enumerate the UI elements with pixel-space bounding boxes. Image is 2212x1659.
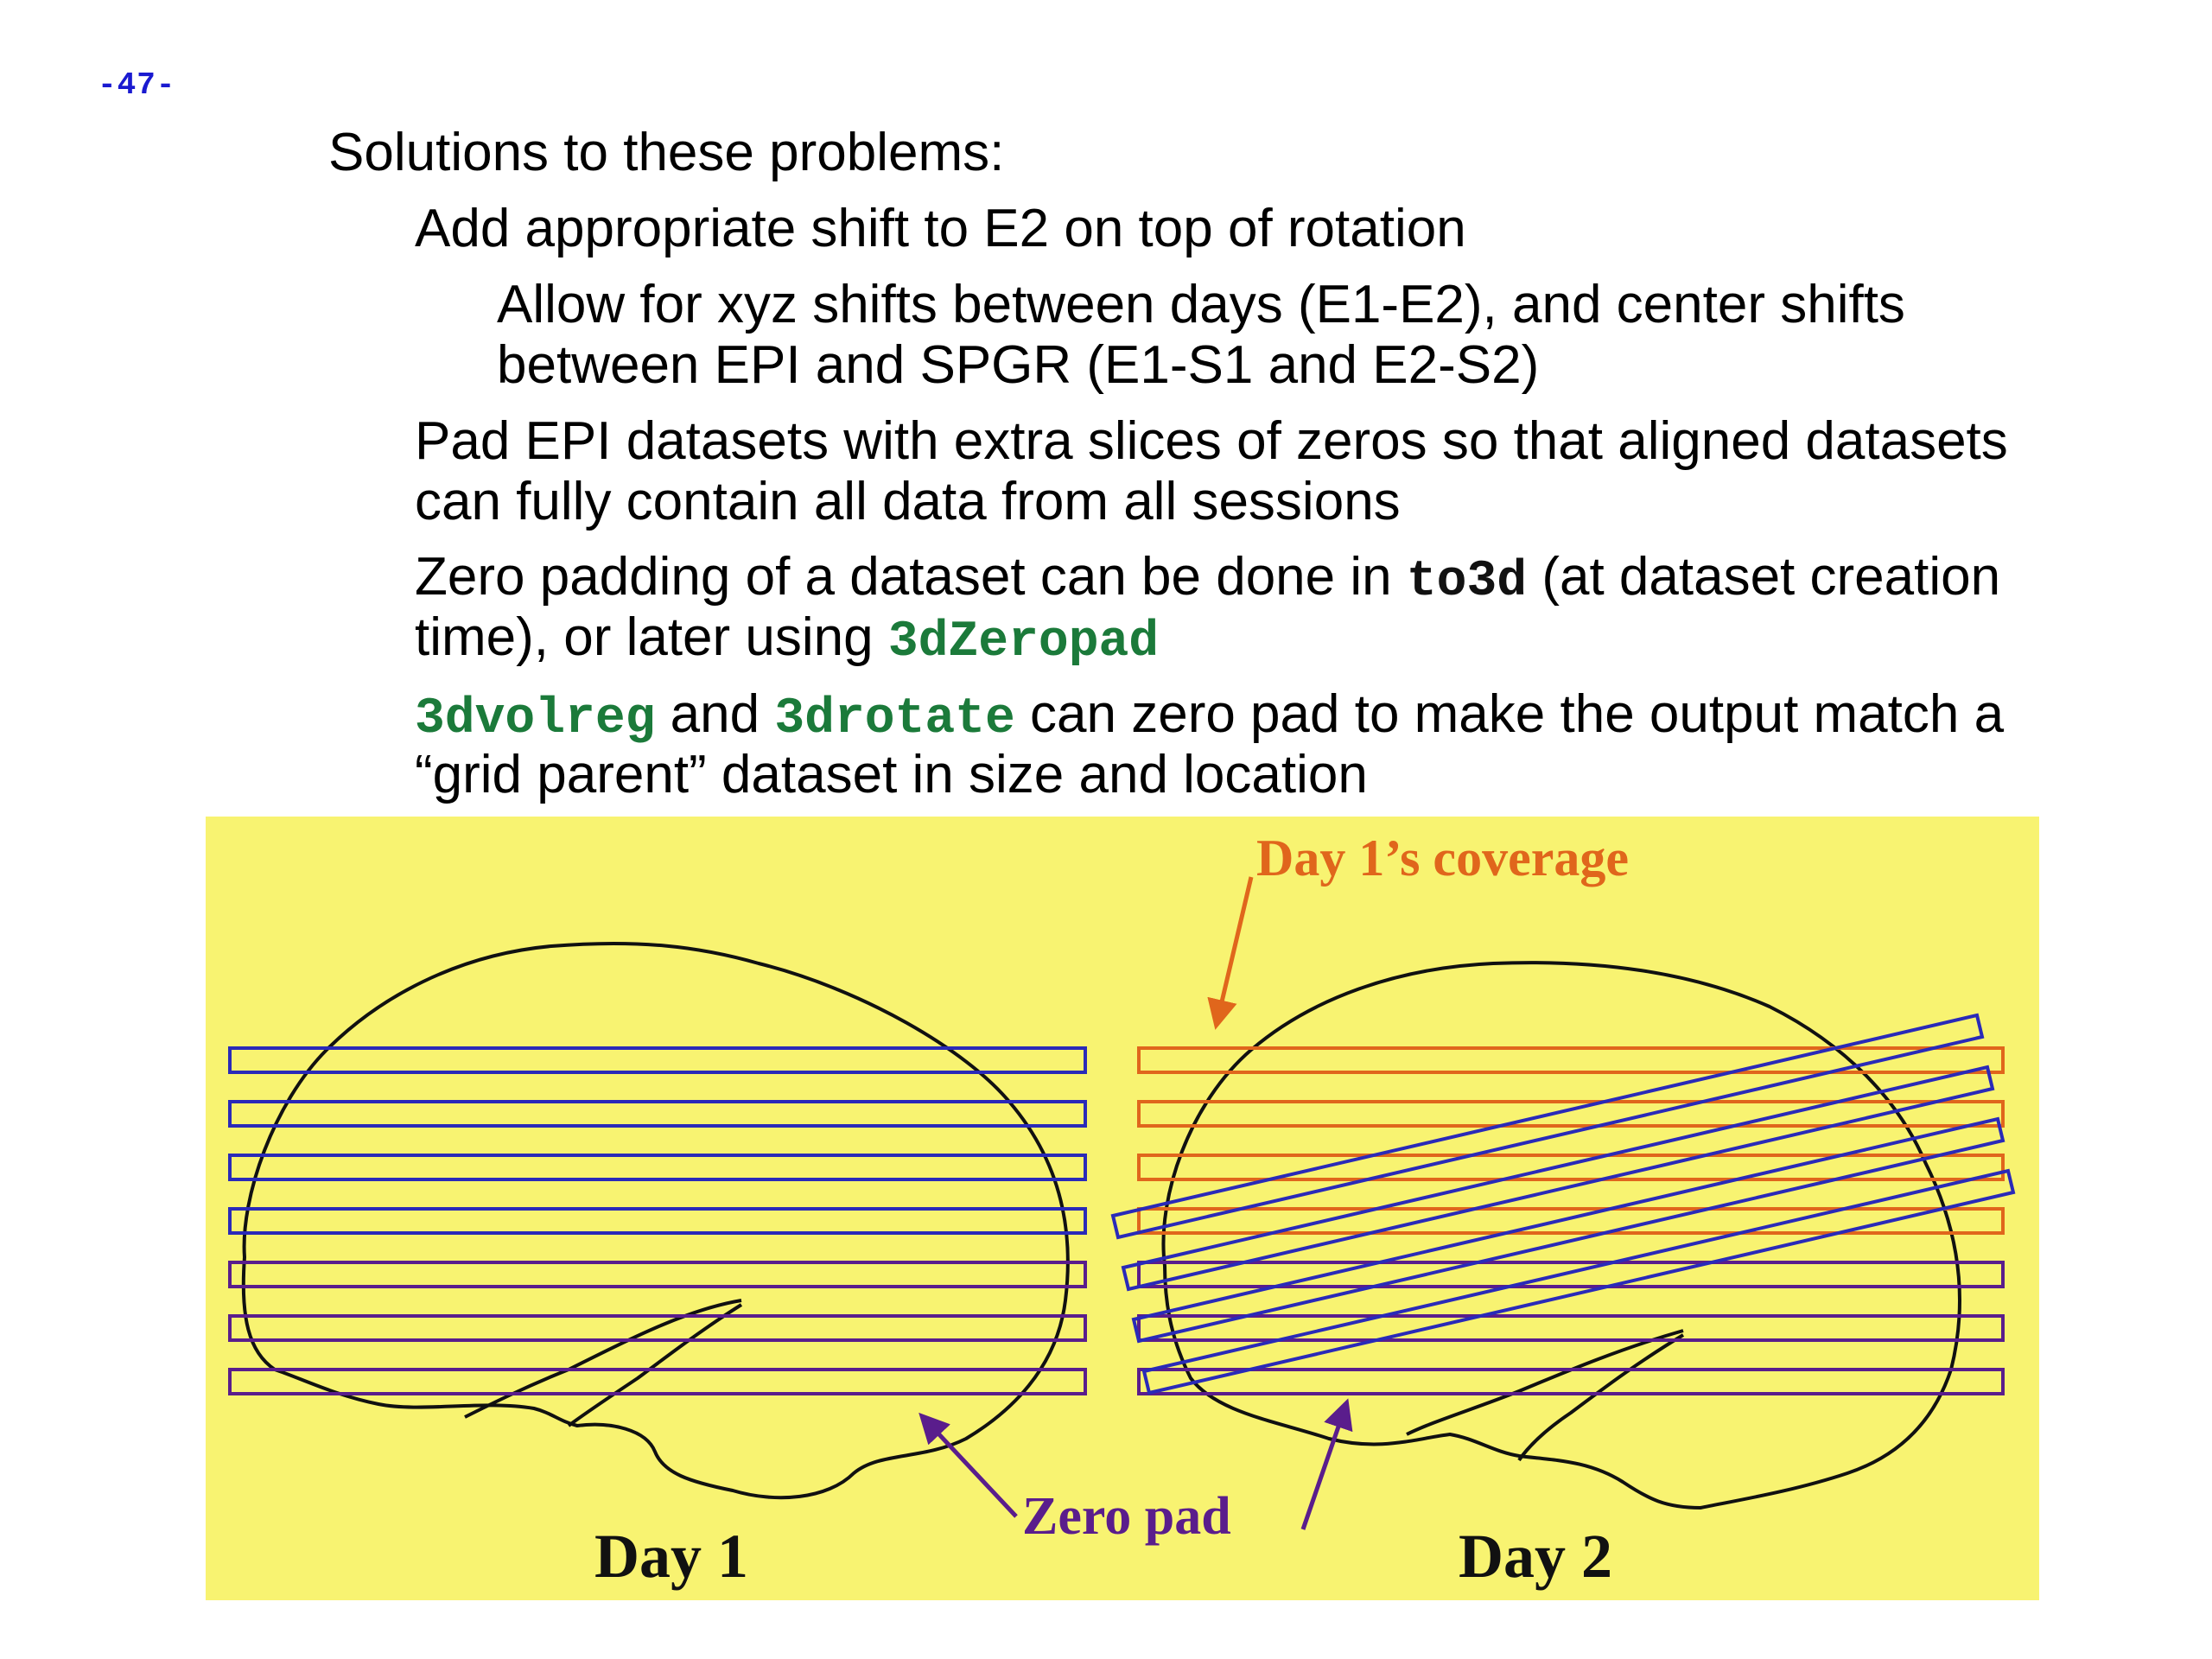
bullet-pad-epi-line1: Pad EPI datasets with extra slices of zeros so that aligned datasets	[415, 411, 2008, 471]
bullet-volreg-line1	[415, 684, 2005, 747]
bullet-add-shift: Add appropriate shift to E2 on top of rotation	[415, 199, 1466, 258]
heading: Solutions to these problems:	[328, 123, 1005, 182]
day1-coverage-label: Day 1’s coverage	[1256, 830, 1629, 887]
bullet-zero-padding-line2	[415, 607, 1160, 671]
zero-pad-figure	[206, 817, 2039, 1600]
volreg-text: can zero pad to make the output match a	[1014, 684, 2005, 744]
3dvolreg-command: 3dvolreg	[415, 691, 656, 747]
bullet-pad-epi-line2: can fully contain all data from all sessions	[415, 472, 1401, 531]
later-using-text: time), or later using	[415, 607, 888, 667]
bullet-zero-padding-line1	[415, 547, 2001, 610]
bullet-volreg-line2: “grid parent” dataset in size and location	[415, 745, 1368, 804]
and-text: and	[655, 684, 775, 744]
zero-pad-diagram	[206, 817, 2039, 1600]
day2-label: Day 2	[1459, 1522, 1612, 1591]
zero-pad-label: Zero pad	[1022, 1487, 1231, 1546]
zero-padding-text: Zero padding of a dataset can be done in	[415, 547, 1407, 607]
page-number: -47-	[98, 67, 176, 103]
bullet-allow-shifts-line1: Allow for xyz shifts between days (E1-E2), and center shifts	[497, 275, 1905, 334]
day1-label: Day 1	[594, 1522, 748, 1591]
zero-padding-text-cont: (at dataset creation	[1527, 547, 2001, 607]
bullet-allow-shifts-line2: between EPI and SPGR (E1-S1 and E2-S2)	[497, 335, 1540, 395]
3dzeropad-command: 3dZeropad	[887, 614, 1160, 671]
3drotate-command: 3drotate	[774, 691, 1015, 747]
to3d-command: to3d	[1406, 554, 1528, 610]
